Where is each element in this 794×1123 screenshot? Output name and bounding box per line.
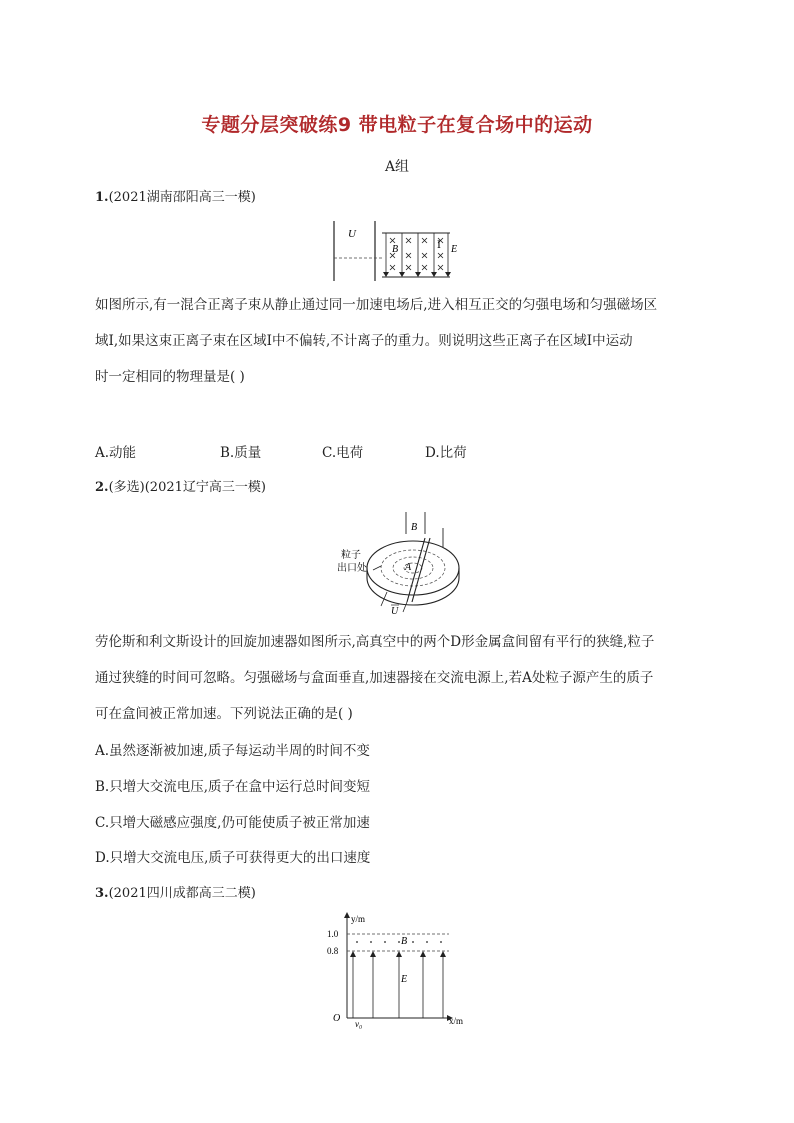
q2-header bbox=[95, 478, 266, 498]
q1-stem-line-1: 如图所示,有一混合正离子束从静止通过同一加速电场后,进入相互正交的匀强电场和匀强磁场区 bbox=[95, 297, 658, 313]
q3-header bbox=[95, 884, 256, 904]
group-label: A组 bbox=[384, 159, 410, 175]
q3-fig-B: B bbox=[401, 936, 408, 947]
q2-number: 2. bbox=[95, 480, 109, 495]
q2-stem-line-2: 通过狭缝的时间可忽略。匀强磁场与盒面垂直,加速器接在交流电源上,若A处粒子源产生的质子 bbox=[95, 670, 654, 686]
q2-option-c: C.只增大磁感应强度,仍可能使质子被正常加速 bbox=[95, 815, 370, 831]
q1-stem-line-2: 域Ⅰ,如果这束正离子束在区域Ⅰ中不偏转,不计离子的重力。则说明这些正离子在区域Ⅰ中运动 bbox=[95, 333, 633, 349]
q2-figure bbox=[333, 508, 473, 618]
q2-fig-U: U bbox=[391, 606, 399, 617]
q1-header bbox=[95, 188, 256, 208]
q1-number: 1. bbox=[95, 190, 109, 205]
q1-option-b: B.质量 bbox=[220, 445, 262, 461]
q1-option-d: D.比荷 bbox=[425, 445, 467, 461]
q1-option-a: A.动能 bbox=[95, 445, 137, 461]
q3-fig-E: E bbox=[401, 974, 408, 985]
q2-fig-outlet-2: 出口处 bbox=[337, 563, 367, 574]
q3-fig-ylabel: y/m bbox=[351, 914, 366, 924]
q3-fig-ytick-1: 1.0 bbox=[327, 929, 339, 939]
q3-fig-v0: v₀ bbox=[355, 1019, 363, 1029]
q1-source: (2021湖南邵阳高三一模) bbox=[108, 190, 256, 205]
q1-fig-E: E bbox=[451, 244, 458, 255]
q2-stem-line-1: 劳伦斯和利文斯设计的回旋加速器如图所示,高真空中的两个D形金属盒间留有平行的狭缝,粒子 bbox=[95, 634, 655, 650]
q1-fig-U: U bbox=[348, 228, 356, 240]
q1-option-c: C.电荷 bbox=[322, 445, 364, 461]
q2-fig-A: A bbox=[405, 562, 412, 573]
q1-fig-B: B bbox=[392, 244, 399, 255]
q3-figure bbox=[325, 910, 475, 1030]
q2-fig-outlet-1: 粒子 bbox=[341, 550, 361, 561]
q3-fig-ytick-2: 0.8 bbox=[327, 946, 339, 956]
q2-option-b: B.只增大交流电压,质子在盒中运行总时间变短 bbox=[95, 779, 371, 795]
q3-number: 3. bbox=[95, 886, 109, 901]
q2-fig-B: B bbox=[411, 522, 418, 533]
q3-fig-origin: O bbox=[333, 1013, 341, 1024]
q3-fig-xlabel: x/m bbox=[449, 1016, 464, 1026]
page-title: 专题分层突破练9 带电粒子在复合场中的运动 bbox=[201, 114, 593, 136]
q2-stem-line-3: 可在盒间被正常加速。下列说法正确的是( ) bbox=[95, 706, 353, 722]
q1-stem-line-3: 时一定相同的物理量是( ) bbox=[95, 369, 245, 385]
q3-source: (2021四川成都高三二模) bbox=[108, 886, 256, 901]
q1-figure bbox=[320, 215, 470, 285]
q2-source: (多选)(2021辽宁高三一模) bbox=[108, 480, 266, 495]
q1-fig-region: Ⅰ bbox=[437, 240, 441, 251]
q2-option-d: D.只增大交流电压,质子可获得更大的出口速度 bbox=[95, 850, 371, 866]
q2-option-a: A.虽然逐渐被加速,质子每运动半周的时间不变 bbox=[95, 743, 370, 759]
